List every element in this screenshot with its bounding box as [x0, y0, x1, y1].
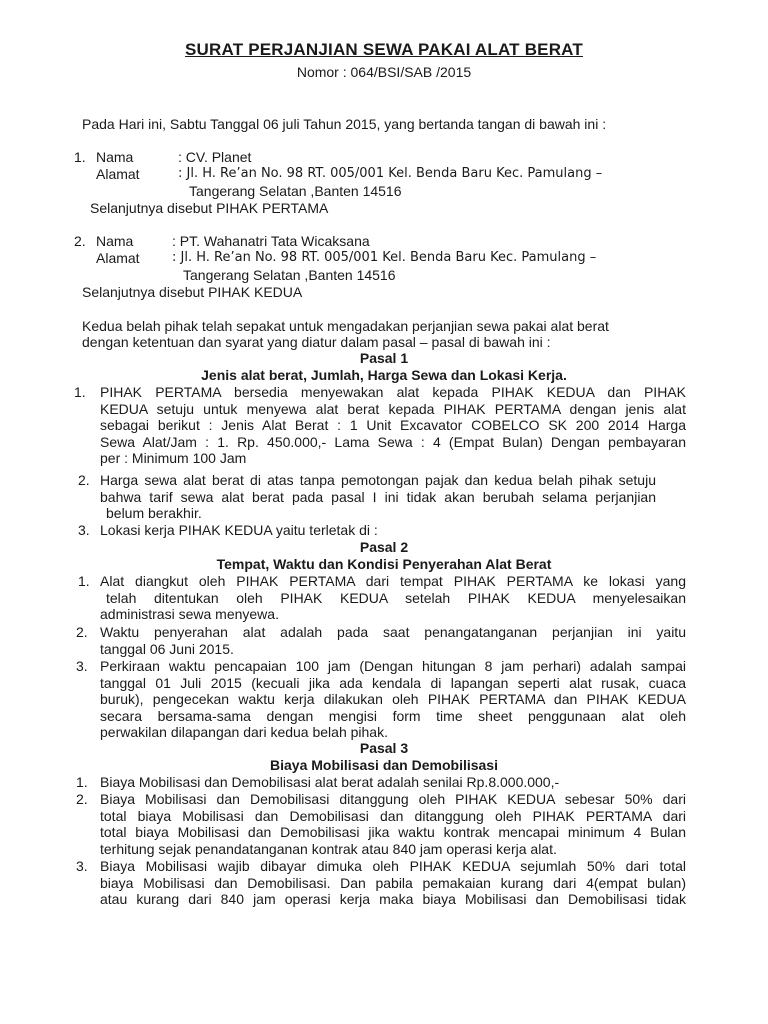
pasal2-item2 — [100, 624, 686, 657]
pasal3-item3 — [100, 858, 686, 908]
pasal3-item2-number: 2. — [76, 791, 88, 807]
text-line: terhitung sejak penandatanganan kontrak atau 840 jam operasi kerja alat. — [100, 840, 557, 857]
text-line: total biaya Mobilisasi dan Demobilisasi dan ditanggung oleh PIHAK PERTAMA dari — [100, 807, 686, 824]
text-line: Perkiraan waktu pencapaian 100 jam (Dengan hitungan 8 jam perhari) adalah sampai — [100, 658, 686, 674]
text-line: total biaya Mobilisasi dan Demobilisasi jika waktu kontrak mencapai minimum 4 Bulan — [100, 824, 686, 841]
text-line: Sewa Alat/Jam : 1. Rp. 450.000,- Lama Sewa : 4 (Empat Bulan) Dengan pembayaran — [100, 433, 686, 450]
text-line: Harga sewa alat berat di atas tanpa pemotongan pajak dan kedua belah pihak setuju — [100, 472, 656, 488]
text-line: PIHAK PERTAMA bersedia menyewakan alat kepada PIHAK KEDUA dan PIHAK — [100, 384, 686, 400]
text-line: belum berakhir. — [106, 505, 202, 522]
text-line: Alat diangkut oleh PIHAK PERTAMA dari tempat PIHAK PERTAMA ke lokasi yang — [100, 573, 686, 589]
text-line: buruk), pengecekan waktu kerja dilakukan oleh PIHAK PERTAMA dan PIHAK KEDUA — [100, 691, 686, 708]
intro-line: Kedua belah pihak telah sepakat untuk mengadakan perjanjian sewa pakai alat berat — [82, 318, 609, 334]
pasal1-item3-number: 3. — [78, 522, 90, 538]
party1-designation: Selanjutnya disebut PIHAK PERTAMA — [90, 200, 329, 216]
text-line: administrasi sewa menyewa. — [100, 606, 279, 623]
pasal1-item2 — [100, 472, 656, 522]
pasal1-subheading: Jenis alat berat, Jumlah, Harga Sewa dan Lokasi Kerja. — [201, 367, 567, 383]
party2-nama-value: : PT. Wahanatri Tata Wicaksana — [172, 233, 370, 249]
pasal3-item1-number: 1. — [76, 774, 88, 790]
party1-alamat-label: Alamat — [96, 166, 140, 182]
party1-nama-label: Nama — [96, 149, 134, 165]
party1-alamat-line1: : Jl. H. Re’an No. 98 RT. 005/001 Kel. Benda Baru Kec. Pamulang – — [178, 166, 603, 181]
text-line: Biaya Mobilisasi wajib dibayar dimuka oleh PIHAK KEDUA sejumlah 50% dari total — [100, 858, 686, 874]
pasal3-heading: Pasal 3 — [359, 740, 409, 756]
text-line: atau kurang dari 840 jam operasi kerja maka biaya Mobilisasi dan Demobilisasi tidak — [100, 891, 686, 908]
text-line: Biaya Mobilisasi dan Demobilisasi alat berat adalah senilai Rp.8.000.000,- — [100, 774, 560, 790]
text-line: Biaya Mobilisasi dan Demobilisasi ditanggung oleh PIHAK KEDUA sebesar 50% dari — [100, 791, 686, 807]
text-line: Lokasi kerja PIHAK KEDUA yaitu terletak di : — [100, 522, 378, 538]
text-line: tanggal 06 Juni 2015. — [100, 640, 234, 657]
pasal1-item1 — [100, 384, 686, 467]
text-line: bahwa tarif sewa alat berat pada pasal I ini tidak akan berubah selama perjanjian — [100, 488, 656, 505]
pasal1-heading: Pasal 1 — [359, 350, 409, 366]
pasal1-item1-number: 1. — [74, 384, 86, 400]
pasal3-subheading: Biaya Mobilisasi dan Demobilisasi — [270, 757, 498, 773]
document-number: Nomor : 064/BSI/SAB /2015 — [296, 64, 472, 80]
text-line: KEDUA setuju untuk menyewa alat berat kepada PIHAK PERTAMA dengan jenis alat — [100, 400, 686, 417]
pasal3-item3-number: 3. — [76, 858, 88, 874]
pasal2-item3 — [100, 658, 686, 741]
pasal3-item2 — [100, 791, 686, 857]
party2-alamat-line2: Tangerang Selatan ,Banten 14516 — [183, 267, 396, 283]
document-title: SURAT PERJANJIAN SEWA PAKAI ALAT BERAT — [185, 40, 583, 59]
party1-number: 1. — [74, 149, 86, 165]
text-line: secara bersama-sama dengan mengisi form time sheet penggunaan alat oleh — [100, 707, 686, 724]
text-line: per : Minimum 100 Jam — [100, 450, 247, 467]
text-line: sebagai berikut : Jenis Alat Berat : 1 Unit Excavator COBELCO SK 200 2014 Harga — [100, 417, 686, 434]
pasal3-item1 — [100, 774, 686, 791]
pasal2-heading: Pasal 2 — [359, 539, 409, 555]
pasal1-item3 — [100, 522, 656, 539]
text-line: Waktu penyerahan alat adalah pada saat penangatanganan perjanjian ini yaitu — [100, 624, 686, 640]
party2-designation: Selanjutnya disebut PIHAK KEDUA — [82, 284, 303, 300]
text-line: perwakilan dilapangan dari kedua belah pihak. — [100, 724, 388, 741]
party1-alamat-line2: Tangerang Selatan ,Banten 14516 — [189, 183, 402, 199]
pasal2-item1 — [100, 573, 686, 623]
text-line: biaya Mobilisasi dan Demobilisasi. Dan pabila pemakaian kurang dari 4(empat bulan) — [100, 874, 686, 891]
party2-nama-label: Nama — [96, 233, 134, 249]
pasal2-item3-number: 3. — [76, 658, 88, 674]
intro-line: dengan ketentuan dan syarat yang diatur dalam pasal – pasal di bawah ini : — [82, 334, 551, 350]
party2-alamat-line1: : Jl. H. Re’an No. 98 RT. 005/001 Kel. Benda Baru Kec. Pamulang – — [172, 250, 597, 265]
text-line: telah ditentukan oleh PIHAK KEDUA setelah PIHAK KEDUA menyelesaikan — [106, 589, 686, 606]
pasal1-item2-number: 2. — [78, 472, 90, 488]
party2-number: 2. — [74, 233, 86, 249]
party1-nama-value: : CV. Planet — [178, 149, 252, 165]
opening-sentence: Pada Hari ini, Sabtu Tanggal 06 juli Tahun 2015, yang bertanda tangan di bawah ini : — [82, 116, 607, 132]
pasal2-item2-number: 2. — [76, 624, 88, 640]
text-line: tanggal 01 Juli 2015 (kecuali jika ada kendala di lapangan seperti alat rusak, cuaca — [100, 674, 686, 691]
party2-alamat-label: Alamat — [96, 250, 140, 266]
pasal2-subheading: Tempat, Waktu dan Kondisi Penyerahan Alat Berat — [216, 556, 552, 572]
pasal2-item1-number: 1. — [78, 573, 90, 589]
